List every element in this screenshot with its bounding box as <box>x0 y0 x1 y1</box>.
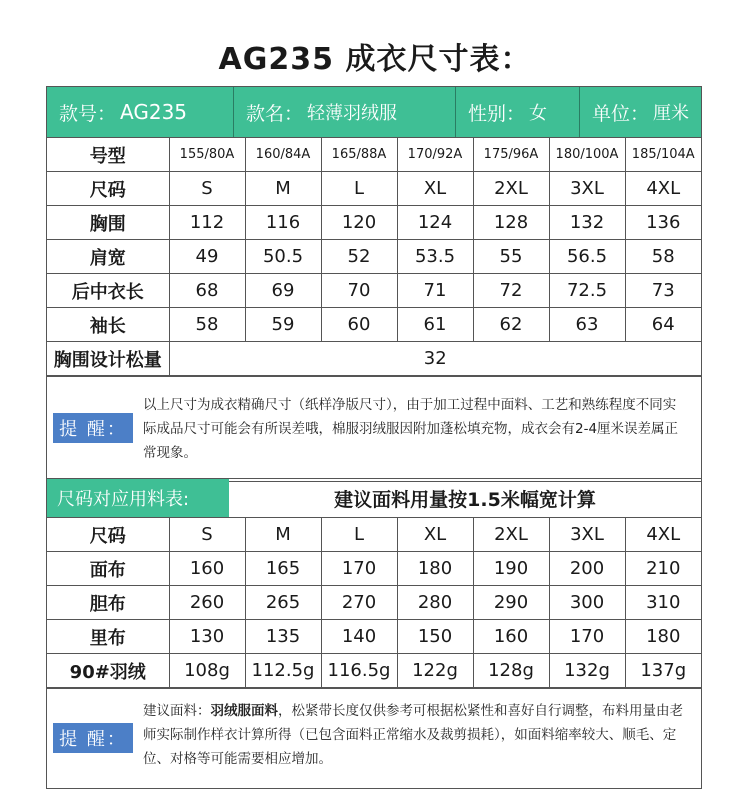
fabric-reminder-badge: 提 醒： <box>53 723 133 753</box>
gender <box>455 87 579 137</box>
model-label: 款号： <box>59 102 117 125</box>
ease-label: 胸围设计松量 <box>47 342 169 376</box>
table-cell: 50.5 <box>245 240 321 274</box>
table-cell: 52 <box>321 240 397 274</box>
table-cell: 58 <box>625 240 701 274</box>
table-cell: 165/88A <box>321 138 397 172</box>
table-cell: 55 <box>473 240 549 274</box>
table-cell: 140 <box>321 620 397 654</box>
ease-value: 32 <box>169 342 701 376</box>
fabric-row <box>47 552 701 586</box>
table-cell: 132 <box>549 206 625 240</box>
table-cell: 200 <box>549 552 625 586</box>
table-cell: 136 <box>625 206 701 240</box>
reminder-badge: 提 醒： <box>53 413 133 443</box>
table-cell: 170 <box>321 552 397 586</box>
unit-label: 单位： <box>592 102 650 125</box>
table-cell: 280 <box>397 586 473 620</box>
unit-value: 厘米 <box>653 103 690 124</box>
table-cell: 160 <box>473 620 549 654</box>
fabric-width-note: 建议面料用量按1.5米幅宽计算 <box>334 488 596 511</box>
unit <box>579 87 701 137</box>
table-cell: 4XL <box>625 518 701 552</box>
row-header: 后中衣长 <box>47 274 169 308</box>
row-header: 里布 <box>47 620 169 654</box>
fabric-table <box>47 518 701 688</box>
table-cell: 170/92A <box>397 138 473 172</box>
table-cell: 2XL <box>473 518 549 552</box>
table-cell: 3XL <box>549 172 625 206</box>
table-cell: 210 <box>625 552 701 586</box>
table-cell: 260 <box>169 586 245 620</box>
reminder-box <box>47 376 701 482</box>
size-chart-card <box>46 86 702 482</box>
table-cell: 4XL <box>625 172 701 206</box>
table-cell: 49 <box>169 240 245 274</box>
table-cell: 72 <box>473 274 549 308</box>
table-cell: 132g <box>549 654 625 688</box>
size-table <box>47 138 701 376</box>
table-cell: 53.5 <box>397 240 473 274</box>
row-header: 胆布 <box>47 586 169 620</box>
fabric-section-label: 尺码对应用料表: <box>47 479 229 517</box>
table-cell: 150 <box>397 620 473 654</box>
table-cell: 3XL <box>549 518 625 552</box>
table-cell: 69 <box>245 274 321 308</box>
table-cell: 112.5g <box>245 654 321 688</box>
fabric-chart-card <box>46 478 702 789</box>
fabric-reminder-box <box>47 688 701 793</box>
table-cell: 180/100A <box>549 138 625 172</box>
row-header: 袖长 <box>47 308 169 342</box>
table-cell: 70 <box>321 274 397 308</box>
table-cell: 155/80A <box>169 138 245 172</box>
table-cell: 71 <box>397 274 473 308</box>
size-row <box>47 172 701 206</box>
fabric-header-bar <box>47 479 701 518</box>
table-cell: 130 <box>169 620 245 654</box>
table-cell: L <box>321 172 397 206</box>
fabric-reminder-text <box>143 699 689 771</box>
row-header: 肩宽 <box>47 240 169 274</box>
row-header: 面布 <box>47 552 169 586</box>
fabric-row <box>47 518 701 552</box>
table-cell: XL <box>397 172 473 206</box>
table-cell: 68 <box>169 274 245 308</box>
table-cell: 135 <box>245 620 321 654</box>
table-cell: 270 <box>321 586 397 620</box>
table-cell: M <box>245 172 321 206</box>
table-cell: 180 <box>397 552 473 586</box>
table-cell: 2XL <box>473 172 549 206</box>
table-cell: 120 <box>321 206 397 240</box>
model-value: AG235 <box>120 100 188 124</box>
size-row <box>47 308 701 342</box>
page-title: AG235 成衣尺寸表： <box>218 42 532 77</box>
fabric-row <box>47 586 701 620</box>
fabric-row <box>47 654 701 688</box>
table-cell: 62 <box>473 308 549 342</box>
table-cell: 300 <box>549 586 625 620</box>
table-cell: 112 <box>169 206 245 240</box>
table-cell: M <box>245 518 321 552</box>
name-label: 款名： <box>246 102 304 125</box>
name-value: 轻薄羽绒服 <box>307 103 398 124</box>
table-cell: 116 <box>245 206 321 240</box>
table-cell: 64 <box>625 308 701 342</box>
ease-row <box>47 342 701 376</box>
product-name <box>233 87 455 137</box>
table-cell: 128g <box>473 654 549 688</box>
fabric-reminder-rest: ，松紧带长度仅供参考可根据松紧性和喜好自行调整，布料用量由老师实际制作样衣计算所得（已包含面料正常缩水及裁剪损耗），如面料缩率较大、顺毛、定位、对格等可能需要相应增加。 <box>143 703 683 767</box>
fabric-reminder-bold: 羽绒服面料 <box>210 703 278 719</box>
gender-label: 性别： <box>468 102 526 125</box>
gender-value: 女 <box>529 103 548 124</box>
row-header: 尺码 <box>47 518 169 552</box>
table-cell: 128 <box>473 206 549 240</box>
fabric-row <box>47 620 701 654</box>
table-cell: 61 <box>397 308 473 342</box>
table-cell: 58 <box>169 308 245 342</box>
table-cell: L <box>321 518 397 552</box>
table-cell: 108g <box>169 654 245 688</box>
table-cell: 116.5g <box>321 654 397 688</box>
table-cell: 73 <box>625 274 701 308</box>
row-header: 号型 <box>47 138 169 172</box>
row-header: 90#羽绒 <box>47 654 169 688</box>
table-cell: 124 <box>397 206 473 240</box>
table-cell: 56.5 <box>549 240 625 274</box>
size-row <box>47 274 701 308</box>
table-cell: 310 <box>625 586 701 620</box>
row-header: 尺码 <box>47 172 169 206</box>
table-cell: 122g <box>397 654 473 688</box>
table-cell: 185/104A <box>625 138 701 172</box>
table-cell: 175/96A <box>473 138 549 172</box>
table-cell: 265 <box>245 586 321 620</box>
table-cell: 137g <box>625 654 701 688</box>
table-cell: 60 <box>321 308 397 342</box>
row-header: 胸围 <box>47 206 169 240</box>
table-cell: 160 <box>169 552 245 586</box>
table-cell: S <box>169 518 245 552</box>
table-cell: 165 <box>245 552 321 586</box>
fabric-reminder-prefix: 建议面料： <box>143 703 211 719</box>
model-number <box>47 87 233 137</box>
table-cell: 290 <box>473 586 549 620</box>
size-row <box>47 138 701 172</box>
table-cell: S <box>169 172 245 206</box>
table-cell: 170 <box>549 620 625 654</box>
product-info-bar <box>47 87 701 138</box>
table-cell: 190 <box>473 552 549 586</box>
reminder-text: 以上尺寸为成衣精确尺寸（纸样净版尺寸），由于加工过程中面料、工艺和熟练程度不同实际成品尺寸可能会有所误差哦，棉服羽绒服因附加蓬松填充物，成衣会有2-4厘米误差属正常现象。 <box>143 397 679 461</box>
table-cell: 72.5 <box>549 274 625 308</box>
table-cell: 160/84A <box>245 138 321 172</box>
table-cell: 59 <box>245 308 321 342</box>
table-cell: 63 <box>549 308 625 342</box>
size-row <box>47 206 701 240</box>
table-cell: XL <box>397 518 473 552</box>
size-row <box>47 240 701 274</box>
table-cell: 180 <box>625 620 701 654</box>
